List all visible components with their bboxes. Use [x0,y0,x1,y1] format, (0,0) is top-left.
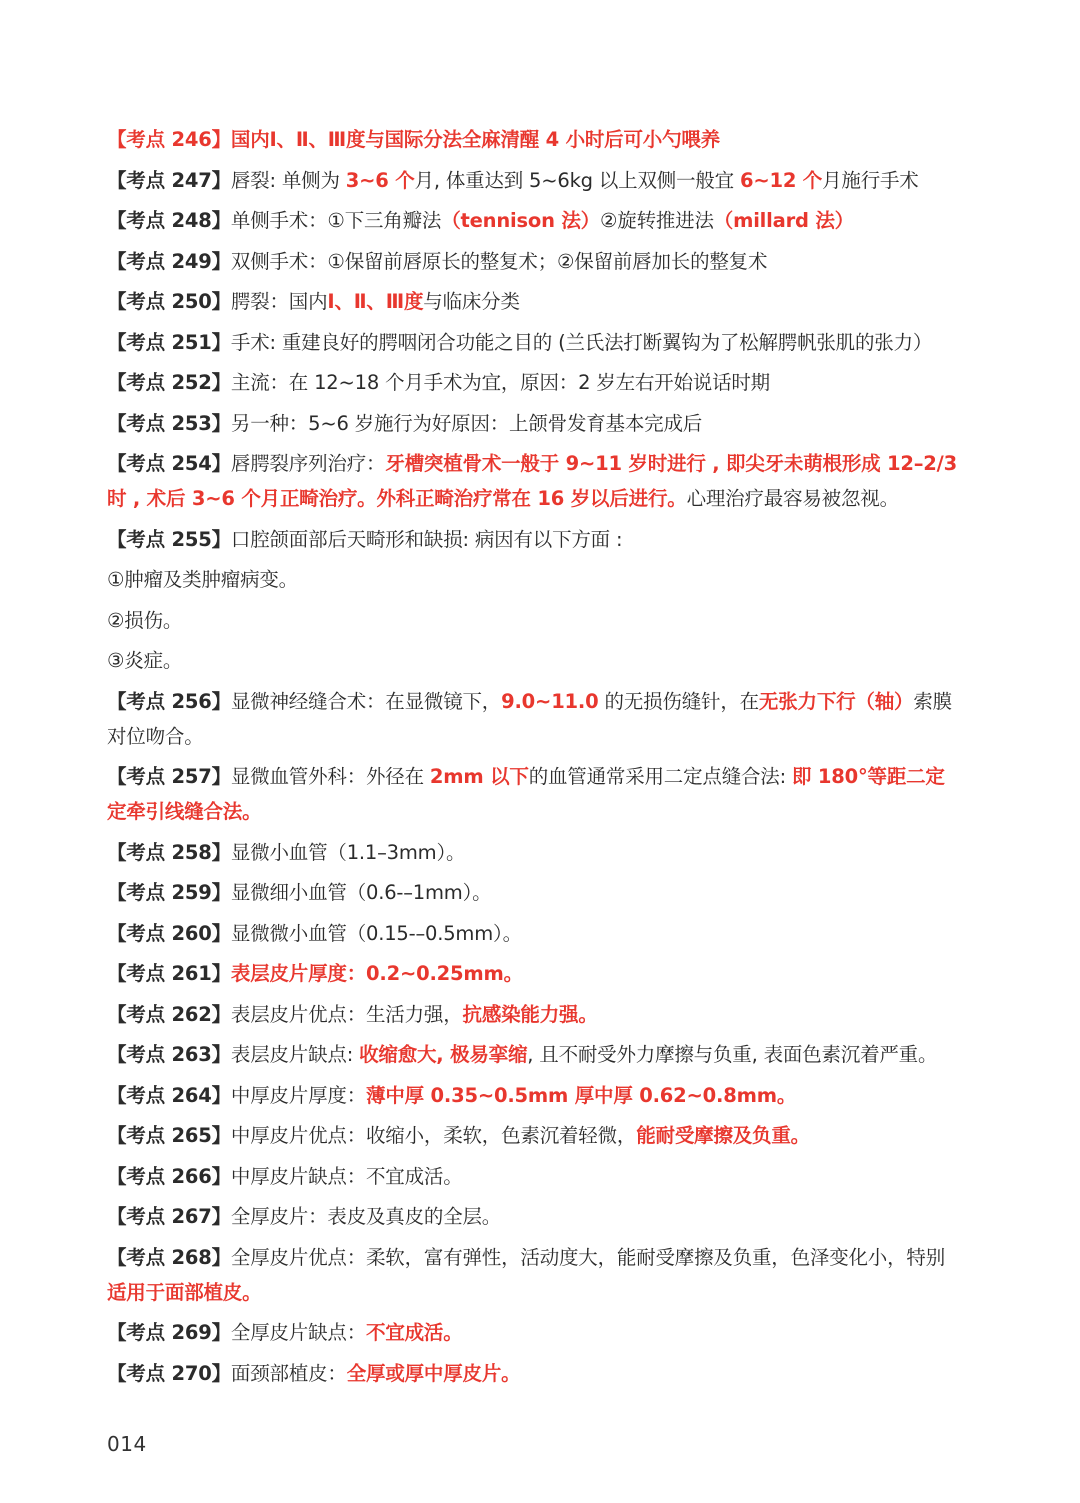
exam-point-line [107,997,962,1038]
exam-point-line [107,603,962,644]
exam-point-text: 唇腭裂序列治疗： [230,452,386,475]
exam-point-label: 【考点 258】 [107,840,231,864]
exam-point-text: 心理治疗最容易被忽视。 [686,487,899,510]
exam-point-text: 全厚皮片缺点： [230,1321,367,1344]
exam-point-line [107,684,962,754]
exam-point-highlight: （millard 法） [713,209,854,232]
exam-point-line [107,1078,962,1119]
exam-point-line [107,122,962,163]
exam-point-text: ②旋转推进法 [599,209,714,232]
exam-point-label: 【考点 262】 [107,1002,231,1026]
exam-point-label: 【考点 254】 [107,452,231,475]
exam-point-line [107,1315,962,1356]
exam-point-highlight: 收缩愈大, 极易挛缩 [359,1043,528,1066]
exam-point-line [107,916,962,957]
exam-points-list [107,122,962,1396]
page-number: 014 [107,1432,147,1456]
exam-point-text: 表层皮片优点：生活力强， [230,1002,463,1026]
exam-point-label: 【考点 268】 [107,1245,231,1269]
exam-point-text: 唇裂: 单侧为 [230,168,346,192]
exam-point-highlight: 牙槽突植骨术一般于 9~11 岁时进行 , 即尖牙未萌根形成 12–2/3 时 , 术后 3~6 个月正畸治疗。外科正畸治疗常在 16 岁以后进行。 [107,452,957,510]
exam-point-text: 显微血管外科：外径在 [230,765,430,788]
exam-point-label: 【考点 253】 [107,411,231,435]
exam-point-text: 中厚皮片厚度： [230,1083,367,1107]
exam-point-highlight: 表层皮片厚度：0.2~0.25mm。 [230,962,523,985]
exam-point-label: 【考点 248】 [107,209,231,232]
exam-point-highlight: 抗感染能力强。 [462,1002,598,1026]
exam-point-text: 显微微小血管（0.15-–0.5mm）。 [230,921,522,945]
exam-point-text: ①肿瘤及类肿瘤病变。 [107,568,298,591]
exam-point-highlight: 薄中厚 0.35~0.5mm 厚中厚 0.62~0.8mm。 [366,1083,797,1107]
exam-point-text: 手术: 重建良好的腭咽闭合功能之目的 (兰氏法打断翼钩为了松解腭帆张肌的张力） [230,330,933,354]
exam-point-highlight: 能耐受摩擦及负重。 [636,1124,810,1147]
exam-point-label: 【考点 267】 [107,1205,231,1228]
exam-point-highlight: 9.0~11.0 [501,689,599,713]
exam-point-line [107,1240,962,1310]
exam-point-label: 【考点 247】 [107,168,231,192]
exam-point-label: 【考点 251】 [107,330,231,354]
exam-point-label: 【考点 266】 [107,1164,231,1188]
exam-point-text: , 且不耐受外力摩擦与负重, 表面色素沉着严重。 [527,1043,938,1066]
exam-point-text: 中厚皮片优点：收缩小，柔软，色素沉着轻微， [230,1124,637,1147]
exam-point-highlight: 无张力下行（轴） [758,689,914,713]
exam-point-text: 显微细小血管（0.6-–1mm）。 [230,881,492,904]
exam-point-line [107,1037,962,1078]
exam-point-text: ②损伤。 [107,608,183,632]
exam-point-text: 另一种：5~6 岁施行为好原因：上颌骨发育基本完成后 [230,411,703,435]
exam-point-line [107,875,962,916]
exam-point-text: 月, 体重达到 5~6kg 以上双侧一般宜 [414,168,740,192]
exam-point-label: 【考点 264】 [107,1083,231,1107]
exam-point-line [107,244,962,285]
exam-point-line [107,325,962,366]
exam-point-highlight: 即 180°等距二定定牵引线缝合法。 [107,765,945,823]
exam-point-highlight: Ⅰ、Ⅱ、Ⅲ度 [327,290,424,313]
exam-point-highlight: 全厚或厚中厚皮片。 [346,1361,521,1385]
exam-point-line [107,759,962,829]
exam-point-label: 【考点 265】 [107,1124,231,1147]
exam-point-line [107,522,962,563]
exam-point-label: 【考点 250】 [107,290,231,313]
exam-point-text: 中厚皮片缺点：不宜成活。 [230,1164,463,1188]
exam-point-line [107,835,962,876]
exam-point-text: 全厚皮片：表皮及真皮的全层。 [230,1205,502,1228]
exam-point-label: 【考点 261】 [107,962,231,985]
exam-point-label: 【考点 255】 [107,527,231,551]
exam-point-label: 【考点 259】 [107,881,231,904]
exam-point-line [107,562,962,603]
exam-point-line [107,446,962,516]
exam-point-text: 全厚皮片优点：柔软，富有弹性，活动度大，能耐受摩擦及负重，色泽变化小，特别 [230,1245,946,1269]
exam-point-label: 【考点 270】 [107,1361,231,1385]
exam-point-text: 显微小血管（1.1–3mm）。 [230,840,466,864]
exam-point-line [107,1159,962,1200]
exam-point-text: 显微神经缝合术：在显微镜下， [230,689,502,713]
exam-point-highlight: 2mm 以下 [429,765,529,788]
exam-point-line [107,1118,962,1159]
exam-point-label: 【考点 260】 [107,921,231,945]
exam-point-text: 的血管通常采用二定点缝合法: [528,765,792,788]
exam-point-text: 口腔颌面部后天畸形和缺损: 病因有以下方面 : [230,527,623,551]
exam-point-line [107,203,962,244]
exam-point-line [107,1356,962,1397]
exam-point-line [107,365,962,406]
exam-point-text: 表层皮片缺点: [230,1043,360,1066]
exam-point-text: 与临床分类 [423,290,520,313]
exam-point-label: 【考点 257】 [107,765,231,788]
exam-point-text: 月施行手术 [822,168,919,192]
exam-point-line [107,643,962,684]
exam-point-line [107,284,962,325]
exam-point-text: 主流：在 12~18 个月手术为宜，原因：2 岁左右开始说话时期 [230,371,770,394]
exam-point-text: 的无损伤缝针，在 [598,689,759,713]
exam-point-highlight: 不宜成活。 [366,1321,463,1344]
exam-point-label: 【考点 252】 [107,371,231,394]
exam-point-line [107,956,962,997]
exam-point-label: 【考点 256】 [107,689,231,713]
exam-point-highlight: 【考点 246】国内Ⅰ、Ⅱ、Ⅲ度与国际分法全麻清醒 4 小时后可小勺喂养 [107,128,720,151]
exam-point-label: 【考点 249】 [107,249,231,273]
exam-point-highlight: （tennison 法） [441,209,600,232]
exam-point-highlight: 6~12 个 [739,168,823,192]
exam-point-highlight: 适用于面部植皮。 [107,1280,262,1304]
exam-point-highlight: 3~6 个 [345,168,415,192]
exam-point-text: 腭裂：国内 [230,290,328,313]
exam-point-text: 双侧手术：①保留前唇原长的整复术；②保留前唇加长的整复术 [230,249,768,273]
exam-point-text: 面颈部植皮： [230,1361,347,1385]
exam-point-line [107,1199,962,1240]
exam-point-line [107,406,962,447]
exam-point-label: 【考点 263】 [107,1043,231,1066]
exam-point-text: 索膜对位吻合。 [107,689,952,748]
exam-point-text: ③炎症。 [107,649,183,672]
exam-point-label: 【考点 269】 [107,1321,231,1344]
exam-point-text: 单侧手术：①下三角瓣法 [230,209,442,232]
exam-point-line [107,163,962,204]
